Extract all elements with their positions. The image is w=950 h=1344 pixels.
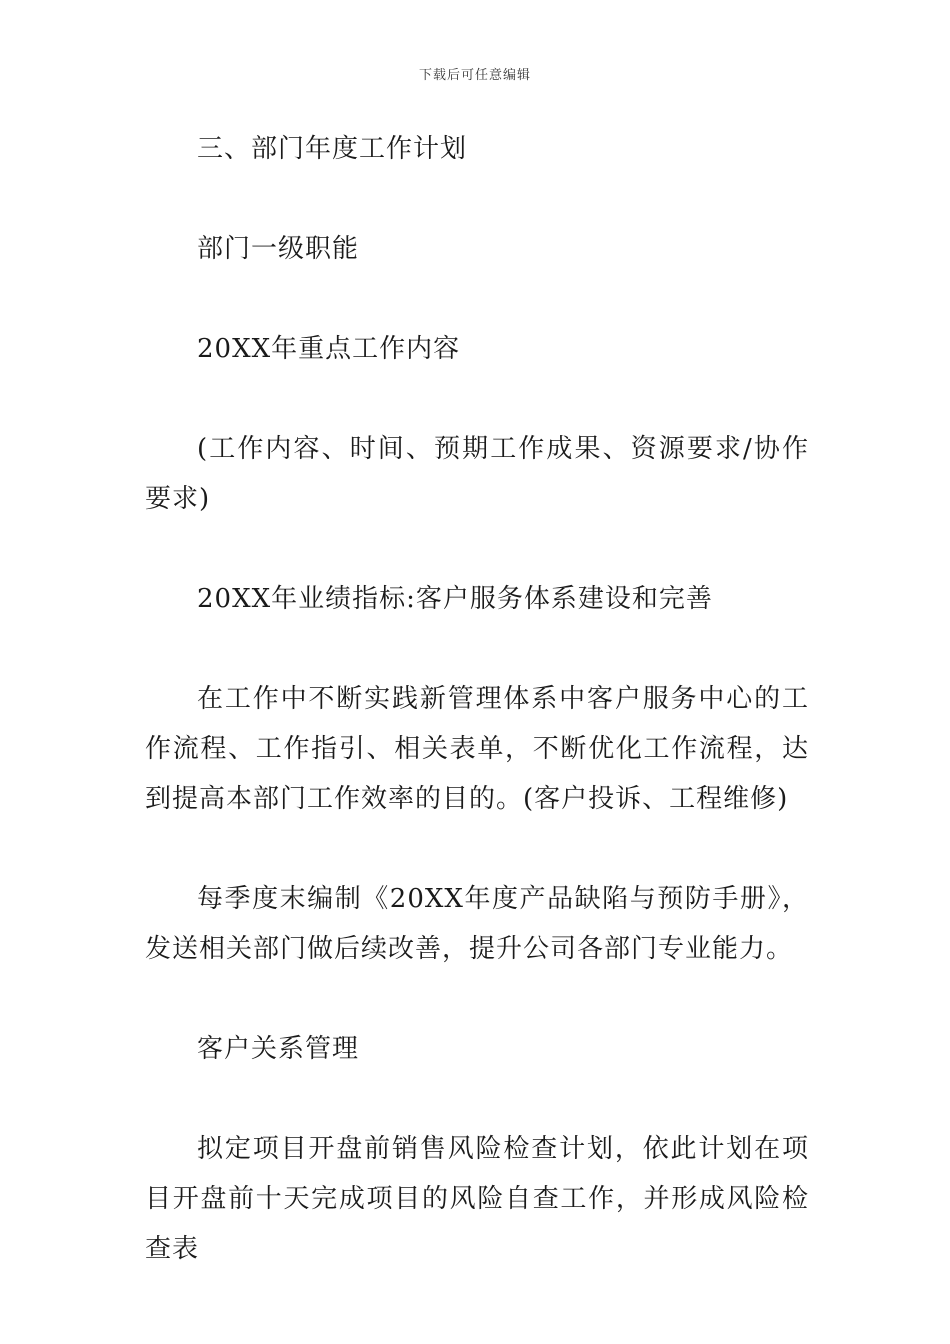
subheading-customer-relations: 客户关系管理 (197, 1034, 360, 1064)
paragraph-risk-check: 拟定项目开盘前销售风险检查计划，依此计划在项目开盘前十天完成项目的风险自查工作，并形成风险检查表 (145, 1134, 809, 1264)
subheading-key-work: 20XX年重点工作内容 (197, 334, 461, 364)
header-note: 下载后可任意编辑 (418, 68, 531, 83)
document-body (145, 124, 809, 1274)
paragraph-work-content-note: (工作内容、时间、预期工作成果、资源要求/协作要求) (145, 434, 809, 514)
subheading-department-function: 部门一级职能 (197, 234, 360, 264)
subheading-performance-indicator: 20XX年业绩指标:客户服务体系建设和完善 (197, 584, 713, 614)
paragraph-quarterly-manual: 每季度末编制《20XX年度产品缺陷与预防手册》，发送相关部门做后续改善，提升公司各部门专业能力。 (145, 884, 809, 964)
section-heading: 三、部门年度工作计划 (197, 134, 468, 164)
paragraph-process-optimization: 在工作中不断实践新管理体系中客户服务中心的工作流程、工作指引、相关表单，不断优化工作流程，达到提高本部门工作效率的目的。(客户投诉、工程维修) (145, 684, 809, 814)
